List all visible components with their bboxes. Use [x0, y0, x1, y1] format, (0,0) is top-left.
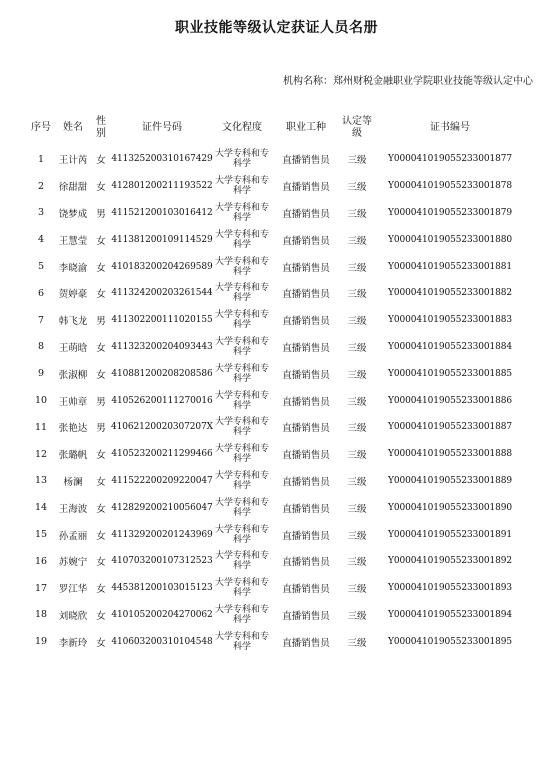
cell-occupation: 直播销售员	[282, 316, 330, 328]
cell-id-number: 411381200109114529	[111, 234, 213, 245]
cell-id-number: 410526200111270016	[111, 395, 213, 406]
table-row	[28, 548, 528, 575]
cell-level: 三级	[347, 396, 367, 408]
cell-education: 大学专科和专科学	[214, 363, 269, 384]
cell-level: 三级	[347, 610, 367, 622]
cell-level: 三级	[347, 182, 367, 194]
cell-gender: 女	[96, 503, 106, 515]
cell-occupation: 直播销售员	[282, 584, 330, 596]
cell-gender: 女	[96, 610, 106, 622]
cell-education: 大学专科和专科学	[214, 497, 269, 518]
header-id-number: 证件号码	[142, 122, 182, 133]
cell-id-number: 445381200103015123	[111, 583, 213, 594]
cell-level: 三级	[347, 316, 367, 328]
cell-gender: 女	[96, 476, 106, 488]
table-row	[28, 602, 528, 629]
cell-id-number: 412801200211193522	[111, 181, 213, 192]
cell-occupation: 直播销售员	[282, 369, 330, 381]
cell-name: 张璐帆	[58, 450, 88, 462]
cell-occupation: 直播销售员	[282, 637, 330, 649]
cell-no: 12	[34, 448, 48, 460]
cell-certificate-number: Y000041019055233001895	[388, 636, 512, 647]
cell-occupation: 直播销售员	[282, 450, 330, 462]
cell-certificate-number: Y000041019055233001886	[388, 395, 512, 406]
cell-certificate-number: Y000041019055233001883	[388, 315, 512, 326]
table-row	[28, 521, 528, 548]
cell-level: 三级	[347, 557, 367, 569]
cell-education: 大学专科和专科学	[214, 202, 269, 223]
cell-id-number: 41062120020307207X	[111, 422, 213, 433]
cell-id-number: 410523200211299466	[111, 449, 213, 460]
cell-education: 大学专科和专科学	[214, 631, 269, 652]
cell-certificate-number: Y000041019055233001888	[388, 449, 512, 460]
cell-no: 5	[37, 261, 45, 273]
cell-gender: 女	[96, 450, 106, 462]
cell-level: 三级	[347, 208, 367, 220]
table-row	[28, 387, 528, 414]
header-occupation: 职业工种	[286, 122, 326, 133]
cell-no: 19	[34, 636, 48, 648]
cell-id-number: 410105200204270062	[111, 609, 213, 620]
cell-no: 4	[37, 234, 45, 246]
cell-education: 大学专科和专科学	[214, 524, 269, 545]
cell-occupation: 直播销售员	[282, 503, 330, 515]
cell-education: 大学专科和专科学	[214, 390, 269, 411]
cell-education: 大学专科和专科学	[214, 176, 269, 197]
cell-name: 徐甜甜	[58, 182, 88, 194]
cell-occupation: 直播销售员	[282, 476, 330, 488]
cell-occupation: 直播销售员	[282, 289, 330, 301]
cell-gender: 男	[96, 208, 106, 220]
header-name: 姓名	[63, 122, 83, 133]
cell-occupation: 直播销售员	[282, 208, 330, 220]
cell-gender: 女	[96, 289, 106, 301]
cell-certificate-number: Y000041019055233001880	[388, 234, 512, 245]
cell-occupation: 直播销售员	[282, 423, 330, 435]
cell-name: 刘晓欣	[58, 610, 88, 622]
cell-no: 11	[34, 421, 48, 433]
cell-gender: 男	[96, 396, 106, 408]
table-row	[28, 628, 528, 655]
cell-no: 7	[37, 314, 45, 326]
cell-id-number: 411324200203261544	[111, 288, 213, 299]
cell-occupation: 直播销售员	[282, 530, 330, 542]
cell-certificate-number: Y000041019055233001878	[388, 181, 512, 192]
cell-level: 三级	[347, 289, 367, 301]
cell-level: 三级	[347, 450, 367, 462]
table-row	[28, 468, 528, 495]
cell-id-number: 411302200111020155	[111, 315, 213, 326]
cell-no: 15	[34, 529, 48, 541]
cell-name: 李新玲	[58, 637, 88, 649]
header-no: 序号	[31, 122, 51, 133]
cell-name: 王海波	[58, 503, 88, 515]
cell-education: 大学专科和专科学	[214, 604, 269, 625]
cell-id-number: 411323200204093443	[111, 341, 213, 352]
cell-education: 大学专科和专科学	[214, 283, 269, 304]
cell-education: 大学专科和专科学	[214, 444, 269, 465]
cell-education: 大学专科和专科学	[214, 551, 269, 572]
table-row	[28, 280, 528, 307]
cell-gender: 女	[96, 637, 106, 649]
cell-level: 三级	[347, 530, 367, 542]
table-row	[28, 575, 528, 602]
cell-level: 三级	[347, 637, 367, 649]
cell-education: 大学专科和专科学	[214, 336, 269, 357]
table-row	[28, 173, 528, 200]
cell-certificate-number: Y000041019055233001877	[388, 154, 512, 165]
cell-name: 贺婷豪	[58, 289, 88, 301]
cell-gender: 女	[96, 584, 106, 596]
cell-name: 孙孟丽	[58, 530, 88, 542]
cell-gender: 男	[96, 423, 106, 435]
cell-gender: 男	[96, 316, 106, 328]
cell-no: 10	[34, 395, 48, 407]
cell-name: 张艳达	[58, 423, 88, 435]
cell-id-number: 412829200210056047	[111, 502, 213, 513]
cell-occupation: 直播销售员	[282, 396, 330, 408]
cell-certificate-number: Y000041019055233001893	[388, 583, 512, 594]
page-title: 职业技能等级认定获证人员名册	[175, 20, 378, 36]
cell-education: 大学专科和专科学	[214, 310, 269, 331]
cell-certificate-number: Y000041019055233001894	[388, 609, 512, 620]
cell-certificate-number: Y000041019055233001891	[388, 529, 512, 540]
cell-occupation: 直播销售员	[282, 557, 330, 569]
cell-gender: 女	[96, 369, 106, 381]
cell-no: 6	[37, 287, 45, 299]
table-row	[28, 307, 528, 334]
cell-name: 杨澜	[63, 476, 83, 488]
cell-level: 三级	[347, 235, 367, 247]
cell-certificate-number: Y000041019055233001892	[388, 556, 512, 567]
cell-no: 1	[37, 153, 45, 165]
cell-no: 17	[34, 582, 48, 594]
cell-occupation: 直播销售员	[282, 155, 330, 167]
cell-education: 大学专科和专科学	[214, 578, 269, 599]
cell-id-number: 410603200310104548	[111, 636, 213, 647]
cell-no: 3	[37, 207, 45, 219]
organization-name: 机构名称：郑州财税金融职业学院职业技能等级认定中心	[283, 76, 533, 87]
cell-id-number: 411325200310167429	[111, 154, 213, 165]
cell-level: 三级	[347, 584, 367, 596]
cell-id-number: 410703200107312523	[111, 556, 213, 567]
cell-id-number: 410183200204269589	[111, 261, 213, 272]
cell-occupation: 直播销售员	[282, 262, 330, 274]
cell-certificate-number: Y000041019055233001885	[388, 368, 512, 379]
cell-level: 三级	[347, 155, 367, 167]
cell-gender: 女	[96, 235, 106, 247]
cell-name: 李晓渝	[58, 262, 88, 274]
cell-gender: 女	[96, 182, 106, 194]
table-row	[28, 146, 528, 173]
cell-certificate-number: Y000041019055233001879	[388, 207, 512, 218]
cell-name: 王帅章	[58, 396, 88, 408]
cell-occupation: 直播销售员	[282, 235, 330, 247]
cell-no: 18	[34, 609, 48, 621]
cell-gender: 女	[96, 530, 106, 542]
cell-gender: 女	[96, 262, 106, 274]
header-certificate-number: 证书编号	[430, 122, 470, 133]
cell-education: 大学专科和专科学	[214, 417, 269, 438]
cell-education: 大学专科和专科学	[214, 470, 269, 491]
cell-no: 13	[34, 475, 48, 487]
cell-certificate-number: Y000041019055233001881	[388, 261, 512, 272]
table-row	[28, 441, 528, 468]
cell-level: 三级	[347, 423, 367, 435]
cell-gender: 女	[96, 557, 106, 569]
cell-level: 三级	[347, 503, 367, 515]
cell-no: 9	[37, 368, 45, 380]
cell-level: 三级	[347, 342, 367, 354]
cell-level: 三级	[347, 262, 367, 274]
cell-occupation: 直播销售员	[282, 610, 330, 622]
table-row	[28, 226, 528, 253]
cell-level: 三级	[347, 369, 367, 381]
cell-name: 饶梦成	[58, 208, 88, 220]
cell-id-number: 411329200201243969	[111, 529, 213, 540]
cell-certificate-number: Y000041019055233001890	[388, 502, 512, 513]
cell-certificate-number: Y000041019055233001882	[388, 288, 512, 299]
table-body	[28, 146, 528, 655]
table-row	[28, 494, 528, 521]
header-gender: 性别	[96, 116, 106, 139]
cell-name: 苏婉宁	[58, 557, 88, 569]
cell-name: 王慧莹	[58, 235, 88, 247]
cell-occupation: 直播销售员	[282, 182, 330, 194]
cell-no: 14	[34, 502, 48, 514]
table-row	[28, 414, 528, 441]
cell-name: 韩飞龙	[58, 316, 88, 328]
cell-no: 8	[37, 341, 45, 353]
cell-education: 大学专科和专科学	[214, 149, 269, 170]
cell-gender: 女	[96, 342, 106, 354]
cell-education: 大学专科和专科学	[214, 256, 269, 277]
cell-certificate-number: Y000041019055233001889	[388, 475, 512, 486]
cell-education: 大学专科和专科学	[214, 229, 269, 250]
cell-occupation: 直播销售员	[282, 342, 330, 354]
roster-table	[28, 110, 528, 655]
table-header-row	[28, 110, 528, 146]
table-row	[28, 253, 528, 280]
table-row	[28, 334, 528, 361]
cell-name: 罗江华	[58, 584, 88, 596]
cell-level: 三级	[347, 476, 367, 488]
cell-id-number: 411522200209220047	[111, 475, 213, 486]
cell-id-number: 411521200103016412	[111, 207, 213, 218]
cell-no: 2	[37, 180, 45, 192]
cell-name: 张淑柳	[58, 369, 88, 381]
cell-certificate-number: Y000041019055233001887	[388, 422, 512, 433]
cell-no: 16	[34, 555, 48, 567]
cell-name: 王计芮	[58, 155, 88, 167]
cell-certificate-number: Y000041019055233001884	[388, 341, 512, 352]
cell-gender: 女	[96, 155, 106, 167]
header-education: 文化程度	[222, 122, 262, 133]
table-row	[28, 360, 528, 387]
header-level: 认定等级	[342, 116, 372, 139]
table-row	[28, 200, 528, 227]
cell-name: 王萌晗	[58, 342, 88, 354]
cell-id-number: 410881200208208586	[111, 368, 213, 379]
